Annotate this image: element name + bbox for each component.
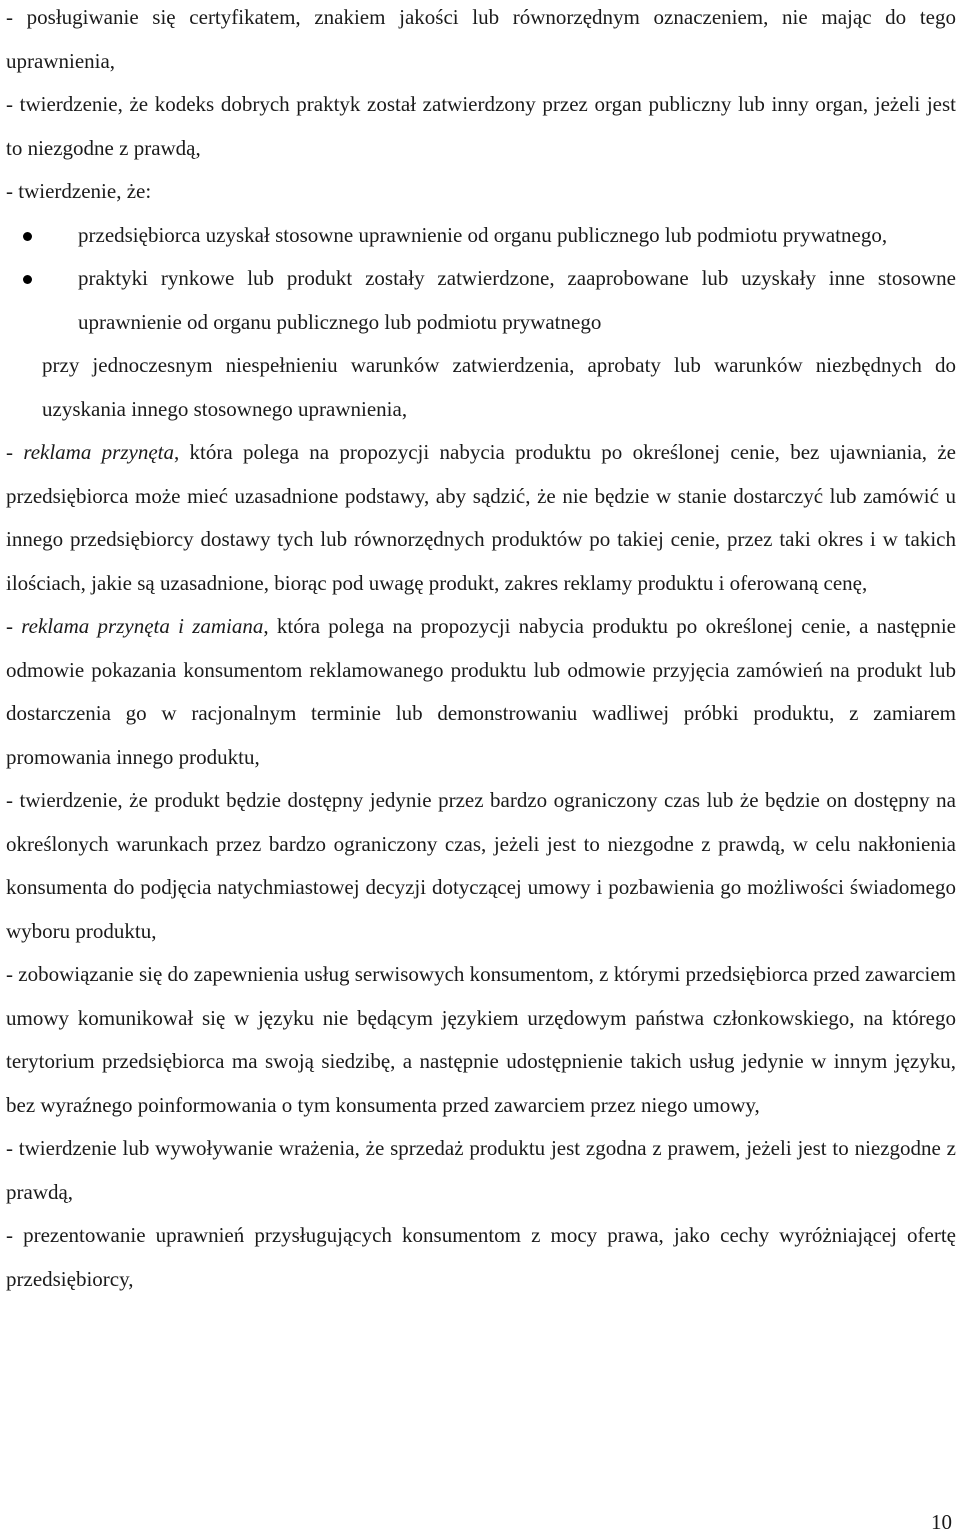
term-bait-and-switch: reklama przynęta i zamiana — [21, 614, 264, 638]
document-page — [6, 0, 956, 1301]
paragraph-prefix: - — [6, 614, 22, 638]
bullet-list — [6, 214, 956, 345]
bullet-icon — [23, 275, 32, 284]
bullet-icon — [23, 232, 32, 241]
paragraph-consumer-rights: - prezentowanie uprawnień przysługujących konsumentom z mocy prawa, jako cechy wyróżniającej ofertę przedsiębiorcy, — [6, 1223, 956, 1291]
paragraph-bait-advertising — [6, 431, 956, 605]
paragraph-body: , która polega na propozycji nabycia produktu po określonej cenie, bez ujawniania, że przedsiębiorca może mieć uzasadnione podstawy, aby sądzić, że nie będzie w stanie dostarczyć lub zamówić u innego przedsiębiorcy dostawy tych lub równorzędnych produktów po takiej cenie, przez taki okres i w takich ilościach, jakie są uzasadnione, biorąc pod uwagę produkt, zakres reklamy produktu i oferowaną cenę, — [6, 440, 957, 595]
bullet-text: przedsiębiorca uzyskał stosowne uprawnienie od organu publicznego lub podmiotu prywatnego, — [78, 222, 888, 247]
bullet-text: praktyki rynkowe lub produkt zostały zatwierdzone, zaaprobowane lub uzyskały inne stosowne uprawnienie od organu publicznego lub podmiotu prywatnego — [78, 266, 956, 334]
paragraph-conditions: przy jednoczesnym niespełnieniu warunków zatwierdzenia, aprobaty lub warunków niezbędnych do uzyskania innego stosownego uprawnienia, — [42, 353, 956, 421]
term-bait-advertising: reklama przynęta — [23, 440, 174, 464]
paragraph-legal-sale: - twierdzenie lub wywoływanie wrażenia, że sprzedaż produktu jest zgodna z prawem, jeżeli jest to niezgodne z prawdą, — [6, 1136, 956, 1204]
bullet-item — [78, 257, 956, 344]
paragraph-certificate: - posługiwanie się certyfikatem, znakiem jakości lub równorzędnym oznaczeniem, nie mając do tego uprawnienia, — [6, 5, 956, 73]
paragraph-claim-intro: - twierdzenie, że: — [6, 179, 152, 203]
paragraph-limited-time: - twierdzenie, że produkt będzie dostępny jedynie przez bardzo ograniczony czas lub że będzie on dostępny na określonych warunkach przez bardzo ograniczony czas, jeżeli jest to niezgodne z prawdą, w celu nakłonienia konsumenta do podjęcia natychmiastowej decyzji dotyczącej umowy i pozbawienia go możliwości świadomego wyboru produktu, — [6, 788, 956, 943]
paragraph-code-of-practice: - twierdzenie, że kodeks dobrych praktyk został zatwierdzony przez organ publiczny lub inny organ, jeżeli jest to niezgodne z prawdą, — [6, 92, 956, 160]
page-number: 10 — [931, 1510, 952, 1534]
paragraph-bait-and-switch — [6, 605, 956, 779]
paragraph-service-language: - zobowiązanie się do zapewnienia usług serwisowych konsumentom, z którymi przedsiębiorca przed zawarciem umowy komunikował się w języku nie będącym językiem urzędowym państwa członkowskiego, na którego terytorium przedsiębiorca ma swoją siedzibę, a następnie udostępnienie takich usług jedynie w innym języku, bez wyraźnego poinformowania o tym konsumenta przed zawarciem przez niego umowy, — [6, 962, 956, 1117]
bullet-item — [78, 214, 956, 258]
paragraph-prefix: - — [6, 440, 24, 464]
paragraph-body: , która polega na propozycji nabycia produktu po określonej cenie, a następnie odmowie pokazania konsumentom reklamowanego produktu lub odmowie przyjęcia zamówień na produkt lub dostarczenia go w racjonalnym terminie lub demonstrowaniu wadliwej próbki produktu, z zamiarem promowania innego produktu, — [6, 614, 956, 769]
